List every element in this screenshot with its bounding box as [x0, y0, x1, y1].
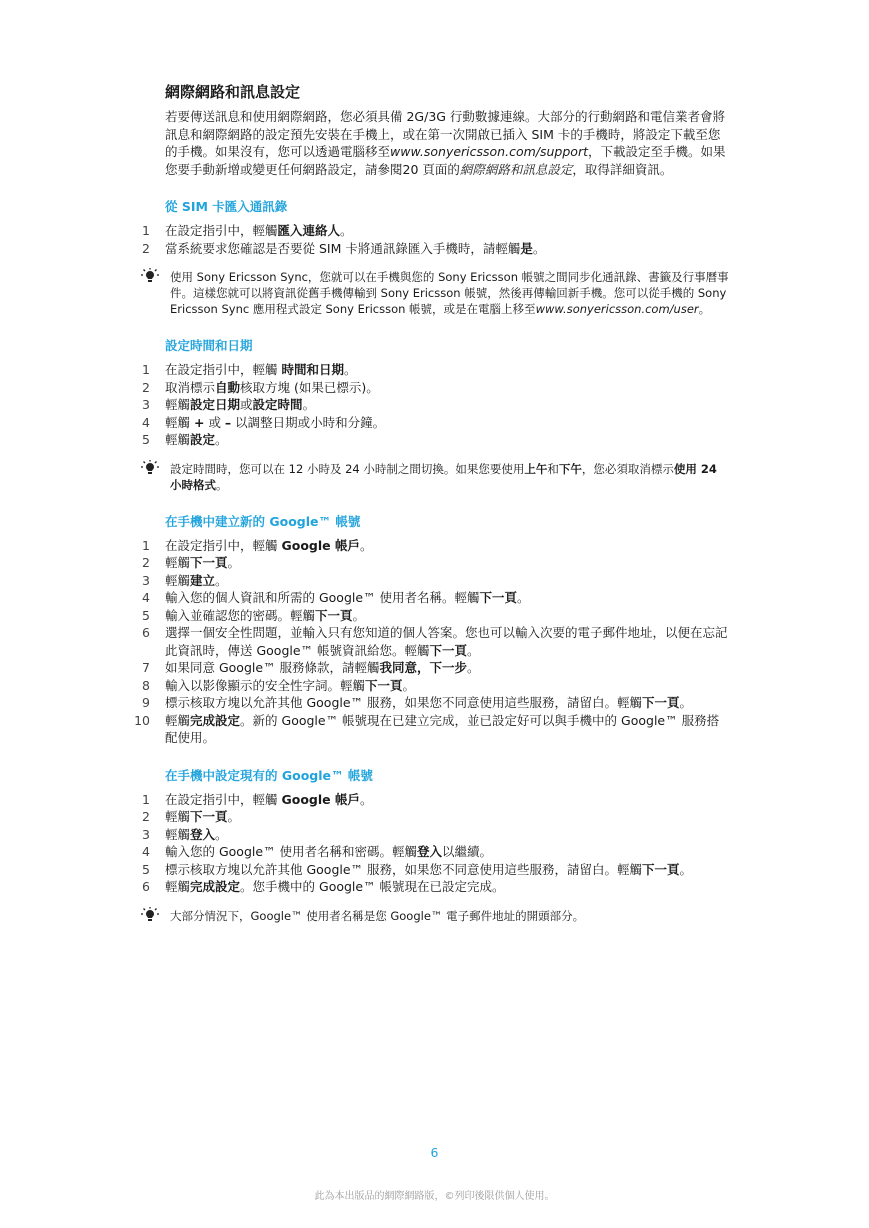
section-heading-new-account: 在手機中建立新的 Google™ 帳號	[165, 513, 361, 529]
step-number: 2	[142, 555, 150, 570]
step-number: 4	[142, 414, 150, 430]
step-number: 2	[142, 379, 150, 395]
page-title: 網際網路和訊息設定	[165, 83, 301, 101]
list-item: 5 輕觸設定。	[165, 431, 730, 449]
intro-text: 若要傳送訊息和使用網際網路，您必須具備 2G/3G 行動數據連線。大部分的行動網路和電信業者會將訊息和網際網路的設定預先安裝在手機上，或在第一次開啟已插入 SIM 卡的手機時，將設定下載至您的手機。如果沒有，您可以透過電腦移至	[165, 109, 725, 159]
step-number: 1	[142, 791, 150, 807]
list-item: 9 標示核取方塊以允許其他 Google™ 服務，如果您不同意使用這些服務，請留白。輕觸下一頁。	[165, 694, 730, 712]
list-item: 5 標示核取方塊以允許其他 Google™ 服務，如果您不同意使用這些服務，請留白。輕觸下一頁。	[165, 861, 730, 879]
tip-note: 設定時間時，您可以在 12 小時及 24 小時制之間切換。如果您要使用上午和下午，您必須取消標示使用 24 小時格式。	[170, 461, 730, 493]
step-number: 10	[134, 712, 150, 728]
list-item: 2 取消標示自動核取方塊 (如果已標示)。	[165, 379, 730, 397]
cross-reference[interactable]: 網際網路和訊息設定	[459, 161, 573, 177]
step-number: 6	[142, 879, 150, 894]
section-heading-sim: 從 SIM 卡匯入通訊錄	[165, 199, 288, 214]
step-number: 5	[142, 432, 150, 447]
list-item: 1 在設定指引中，輕觸 Google 帳戶。	[165, 791, 730, 809]
section-heading-existing-account: 在手機中設定現有的 Google™ 帳號	[165, 767, 373, 783]
step-number: 3	[142, 826, 150, 842]
user-link[interactable]: www.sonyericsson.com/user	[535, 302, 699, 316]
list-item: 2 當系統要求您確認是否要從 SIM 卡將通訊錄匯入手機時，請輕觸是。	[165, 240, 730, 258]
step-number: 6	[142, 625, 150, 640]
tip-note: 大部分情況下，Google™ 使用者名稱是您 Google™ 電子郵件地址的開頭部分。	[170, 908, 730, 924]
list-item: 4 輸入您的個人資訊和所需的 Google™ 使用者名稱。輕觸下一頁。	[165, 589, 730, 607]
list-item: 10 輕觸完成設定。新的 Google™ 帳號現在已建立完成，並已設定好可以與手機中的 Google™ 服務搭配使用。	[165, 712, 730, 747]
lightbulb-tip-icon	[140, 268, 160, 286]
step-number: 3	[142, 572, 150, 588]
page-content	[134, 82, 730, 924]
support-link[interactable]: www.sonyericsson.com/support	[390, 144, 588, 159]
list-item: 1 在設定指引中，輕觸 Google 帳戶。	[165, 537, 730, 555]
list-item: 2 輕觸下一頁。	[165, 554, 730, 572]
step-number: 4	[142, 844, 150, 859]
lightbulb-tip-icon	[140, 460, 160, 478]
list-item: 3 輕觸設定日期或設定時間。	[165, 396, 730, 414]
list-item: 2 輕觸下一頁。	[165, 808, 730, 826]
plus-icon: +	[193, 414, 205, 430]
step-number: 1	[142, 362, 150, 377]
list-item: 3 輕觸建立。	[165, 572, 730, 590]
step-number: 4	[142, 590, 150, 605]
minus-icon: –	[224, 414, 232, 430]
section-heading-time: 設定時間和日期	[165, 338, 253, 353]
page-number: 6	[430, 1145, 439, 1160]
new-account-steps	[134, 537, 730, 747]
list-item: 6 輕觸完成設定。您手機中的 Google™ 帳號現在已設定完成。	[165, 878, 730, 896]
step-number: 8	[142, 677, 150, 693]
lightbulb-tip-icon	[140, 907, 160, 925]
intro-paragraph	[165, 108, 730, 178]
page-footer: 此為本出版品的網際網路版，©列印後限供個人使用。	[314, 1191, 555, 1202]
list-item: 3 輕觸登入。	[165, 826, 730, 844]
list-item: 4 輕觸 + 或 – 以調整日期或小時和分鐘。	[165, 414, 730, 432]
existing-account-steps	[142, 791, 730, 896]
list-item: 6 選擇一個安全性問題，並輸入只有您知道的個人答案。您也可以輸入次要的電子郵件地址，以便在忘記此資訊時，傳送 Google™ 帳號資訊給您。輕觸下一頁。	[165, 624, 730, 659]
step-number: 2	[142, 809, 150, 824]
intro-text-3: ，取得詳細資訊。	[572, 161, 673, 177]
step-number: 1	[142, 537, 150, 553]
list-item: 8 輸入以影像顯示的安全性字詞。輕觸下一頁。	[165, 677, 730, 695]
step-number: 5	[142, 607, 150, 623]
list-item: 1 在設定指引中，輕觸匯入連絡人。	[165, 222, 730, 240]
time-steps	[142, 361, 730, 449]
step-number: 1	[142, 223, 150, 238]
list-item: 7 如果同意 Google™ 服務條款，請輕觸我同意，下一步。	[165, 659, 730, 677]
step-number: 9	[142, 695, 150, 710]
step-number: 3	[142, 397, 150, 412]
step-number: 2	[142, 240, 150, 256]
sim-steps	[142, 222, 730, 257]
step-number: 5	[142, 861, 150, 877]
list-item: 1 在設定指引中，輕觸 時間和日期。	[165, 361, 730, 379]
tip-note: 使用 Sony Ericsson Sync，您就可以在手機與您的 Sony Ericsson 帳號之間同步化通訊錄、書籤及行事曆事件。這樣您就可以將資訊從舊手機傳輸到 Sony Ericsson 帳號，然後再傳輸回新手機。您可以從手機的 Sony Ericsson Sync 應用程式設定 Sony Ericsson 帳號，或是在電腦上移至www.sonyericsson.com/user。	[170, 269, 730, 317]
list-item: 5 輸入並確認您的密碼。輕觸下一頁。	[165, 607, 730, 625]
intro-text-2: ，下載設定至手機。如果您要手動新增或變更任何網路設定，請參閱20 頁面的	[165, 144, 726, 177]
step-number: 7	[142, 660, 150, 675]
list-item: 4 輸入您的 Google™ 使用者名稱和密碼。輕觸登入以繼續。	[165, 843, 730, 861]
